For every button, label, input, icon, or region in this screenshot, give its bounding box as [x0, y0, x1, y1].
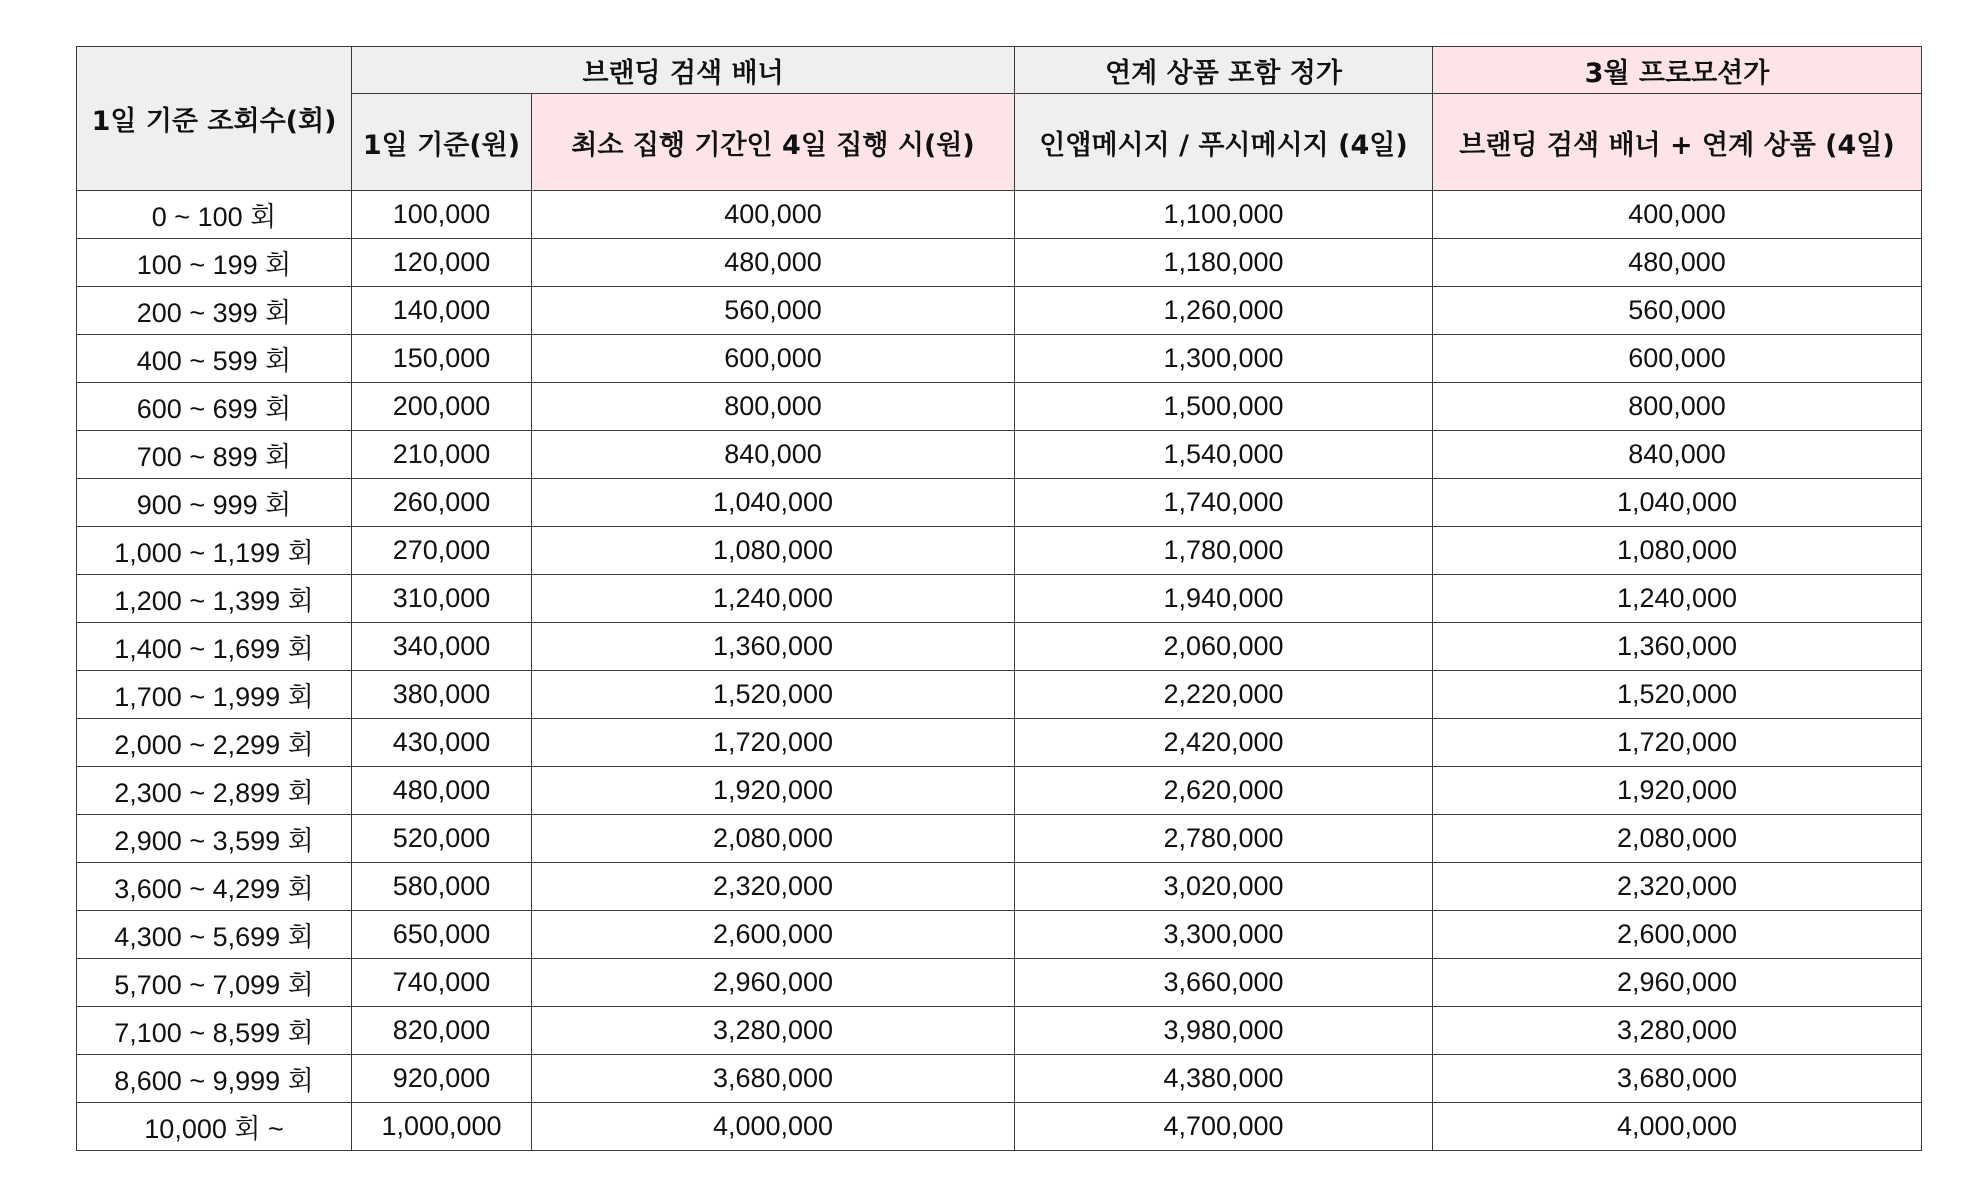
cell-linked-price: 1,780,000	[1015, 527, 1433, 575]
cell-view-range: 3,600 ~ 4,299 회	[77, 863, 352, 911]
table-row	[77, 335, 1922, 383]
cell-min4-price: 1,520,000	[532, 671, 1015, 719]
cell-linked-price: 3,300,000	[1015, 911, 1433, 959]
cell-promo-price: 2,320,000	[1433, 863, 1922, 911]
cell-daily-price: 650,000	[352, 911, 532, 959]
cell-promo-price: 3,280,000	[1433, 1007, 1922, 1055]
cell-promo-price: 840,000	[1433, 431, 1922, 479]
group-header-banner: 브랜딩 검색 배너	[352, 47, 1015, 94]
cell-linked-price: 3,660,000	[1015, 959, 1433, 1007]
cell-daily-price: 200,000	[352, 383, 532, 431]
cell-min4-price: 840,000	[532, 431, 1015, 479]
cell-view-range: 400 ~ 599 회	[77, 335, 352, 383]
table-row	[77, 1103, 1922, 1151]
cell-min4-price: 2,960,000	[532, 959, 1015, 1007]
cell-promo-price: 800,000	[1433, 383, 1922, 431]
cell-view-range: 10,000 회 ~	[77, 1103, 352, 1151]
table-row	[77, 671, 1922, 719]
cell-daily-price: 340,000	[352, 623, 532, 671]
cell-view-range: 7,100 ~ 8,599 회	[77, 1007, 352, 1055]
table-row	[77, 911, 1922, 959]
cell-min4-price: 1,240,000	[532, 575, 1015, 623]
cell-min4-price: 800,000	[532, 383, 1015, 431]
cell-min4-price: 400,000	[532, 191, 1015, 239]
column-header-daily: 1일 기준(원)	[352, 94, 532, 191]
cell-promo-price: 600,000	[1433, 335, 1922, 383]
cell-min4-price: 2,600,000	[532, 911, 1015, 959]
cell-min4-price: 2,080,000	[532, 815, 1015, 863]
cell-promo-price: 2,960,000	[1433, 959, 1922, 1007]
cell-promo-price: 3,680,000	[1433, 1055, 1922, 1103]
cell-daily-price: 120,000	[352, 239, 532, 287]
cell-view-range: 600 ~ 699 회	[77, 383, 352, 431]
cell-promo-price: 1,520,000	[1433, 671, 1922, 719]
cell-linked-price: 1,740,000	[1015, 479, 1433, 527]
cell-min4-price: 1,920,000	[532, 767, 1015, 815]
cell-linked-price: 2,420,000	[1015, 719, 1433, 767]
cell-view-range: 2,900 ~ 3,599 회	[77, 815, 352, 863]
cell-daily-price: 270,000	[352, 527, 532, 575]
cell-linked-price: 1,940,000	[1015, 575, 1433, 623]
table-row	[77, 1007, 1922, 1055]
cell-view-range: 5,700 ~ 7,099 회	[77, 959, 352, 1007]
cell-view-range: 700 ~ 899 회	[77, 431, 352, 479]
cell-linked-price: 1,540,000	[1015, 431, 1433, 479]
cell-view-range: 1,200 ~ 1,399 회	[77, 575, 352, 623]
cell-daily-price: 920,000	[352, 1055, 532, 1103]
cell-daily-price: 380,000	[352, 671, 532, 719]
table-row	[77, 431, 1922, 479]
cell-daily-price: 150,000	[352, 335, 532, 383]
cell-promo-price: 400,000	[1433, 191, 1922, 239]
table-row	[77, 527, 1922, 575]
cell-promo-price: 1,360,000	[1433, 623, 1922, 671]
table-row	[77, 719, 1922, 767]
cell-promo-price: 1,240,000	[1433, 575, 1922, 623]
cell-daily-price: 140,000	[352, 287, 532, 335]
header-row-columns	[77, 94, 1922, 191]
cell-view-range: 2,300 ~ 2,899 회	[77, 767, 352, 815]
table-row	[77, 767, 1922, 815]
cell-view-range: 200 ~ 399 회	[77, 287, 352, 335]
cell-linked-price: 2,220,000	[1015, 671, 1433, 719]
table-row	[77, 239, 1922, 287]
table-body	[77, 191, 1922, 1151]
column-header-linked: 인앱메시지 / 푸시메시지 (4일)	[1015, 94, 1433, 191]
cell-daily-price: 820,000	[352, 1007, 532, 1055]
cell-promo-price: 1,920,000	[1433, 767, 1922, 815]
cell-daily-price: 480,000	[352, 767, 532, 815]
cell-min4-price: 4,000,000	[532, 1103, 1015, 1151]
cell-promo-price: 1,040,000	[1433, 479, 1922, 527]
cell-min4-price: 560,000	[532, 287, 1015, 335]
group-header-promo: 3월 프로모션가	[1433, 47, 1922, 94]
table-row	[77, 815, 1922, 863]
cell-linked-price: 2,620,000	[1015, 767, 1433, 815]
table-row	[77, 383, 1922, 431]
cell-min4-price: 3,280,000	[532, 1007, 1015, 1055]
table-row	[77, 1055, 1922, 1103]
cell-min4-price: 1,360,000	[532, 623, 1015, 671]
table-row	[77, 575, 1922, 623]
cell-daily-price: 210,000	[352, 431, 532, 479]
price-table	[76, 46, 1922, 1151]
cell-daily-price: 260,000	[352, 479, 532, 527]
cell-promo-price: 560,000	[1433, 287, 1922, 335]
cell-min4-price: 600,000	[532, 335, 1015, 383]
cell-linked-price: 1,500,000	[1015, 383, 1433, 431]
cell-promo-price: 480,000	[1433, 239, 1922, 287]
cell-daily-price: 740,000	[352, 959, 532, 1007]
cell-linked-price: 4,700,000	[1015, 1103, 1433, 1151]
cell-linked-price: 3,980,000	[1015, 1007, 1433, 1055]
cell-promo-price: 1,080,000	[1433, 527, 1922, 575]
cell-promo-price: 4,000,000	[1433, 1103, 1922, 1151]
cell-linked-price: 1,100,000	[1015, 191, 1433, 239]
cell-linked-price: 1,300,000	[1015, 335, 1433, 383]
cell-linked-price: 2,060,000	[1015, 623, 1433, 671]
cell-daily-price: 430,000	[352, 719, 532, 767]
cell-linked-price: 2,780,000	[1015, 815, 1433, 863]
cell-linked-price: 1,260,000	[1015, 287, 1433, 335]
cell-linked-price: 4,380,000	[1015, 1055, 1433, 1103]
cell-promo-price: 2,600,000	[1433, 911, 1922, 959]
cell-view-range: 4,300 ~ 5,699 회	[77, 911, 352, 959]
cell-min4-price: 1,040,000	[532, 479, 1015, 527]
column-header-min4: 최소 집행 기간인 4일 집행 시(원)	[532, 94, 1015, 191]
cell-daily-price: 1,000,000	[352, 1103, 532, 1151]
table-row	[77, 479, 1922, 527]
cell-linked-price: 1,180,000	[1015, 239, 1433, 287]
cell-promo-price: 2,080,000	[1433, 815, 1922, 863]
cell-view-range: 1,400 ~ 1,699 회	[77, 623, 352, 671]
group-header-linked: 연계 상품 포함 정가	[1015, 47, 1433, 94]
table-row	[77, 959, 1922, 1007]
cell-min4-price: 3,680,000	[532, 1055, 1015, 1103]
cell-view-range: 100 ~ 199 회	[77, 239, 352, 287]
column-header-promo: 브랜딩 검색 배너 + 연계 상품 (4일)	[1433, 94, 1922, 191]
range-header: 1일 기준 조회수(회)	[77, 47, 352, 191]
cell-daily-price: 100,000	[352, 191, 532, 239]
cell-min4-price: 2,320,000	[532, 863, 1015, 911]
table-row	[77, 863, 1922, 911]
table-row	[77, 287, 1922, 335]
table-row	[77, 191, 1922, 239]
cell-view-range: 1,000 ~ 1,199 회	[77, 527, 352, 575]
cell-view-range: 1,700 ~ 1,999 회	[77, 671, 352, 719]
cell-min4-price: 1,080,000	[532, 527, 1015, 575]
cell-daily-price: 580,000	[352, 863, 532, 911]
header-row-groups	[77, 47, 1922, 94]
cell-min4-price: 1,720,000	[532, 719, 1015, 767]
table-row	[77, 623, 1922, 671]
cell-view-range: 2,000 ~ 2,299 회	[77, 719, 352, 767]
cell-view-range: 8,600 ~ 9,999 회	[77, 1055, 352, 1103]
cell-view-range: 0 ~ 100 회	[77, 191, 352, 239]
cell-daily-price: 520,000	[352, 815, 532, 863]
cell-min4-price: 480,000	[532, 239, 1015, 287]
table-header	[77, 47, 1922, 191]
cell-daily-price: 310,000	[352, 575, 532, 623]
cell-view-range: 900 ~ 999 회	[77, 479, 352, 527]
cell-promo-price: 1,720,000	[1433, 719, 1922, 767]
cell-linked-price: 3,020,000	[1015, 863, 1433, 911]
